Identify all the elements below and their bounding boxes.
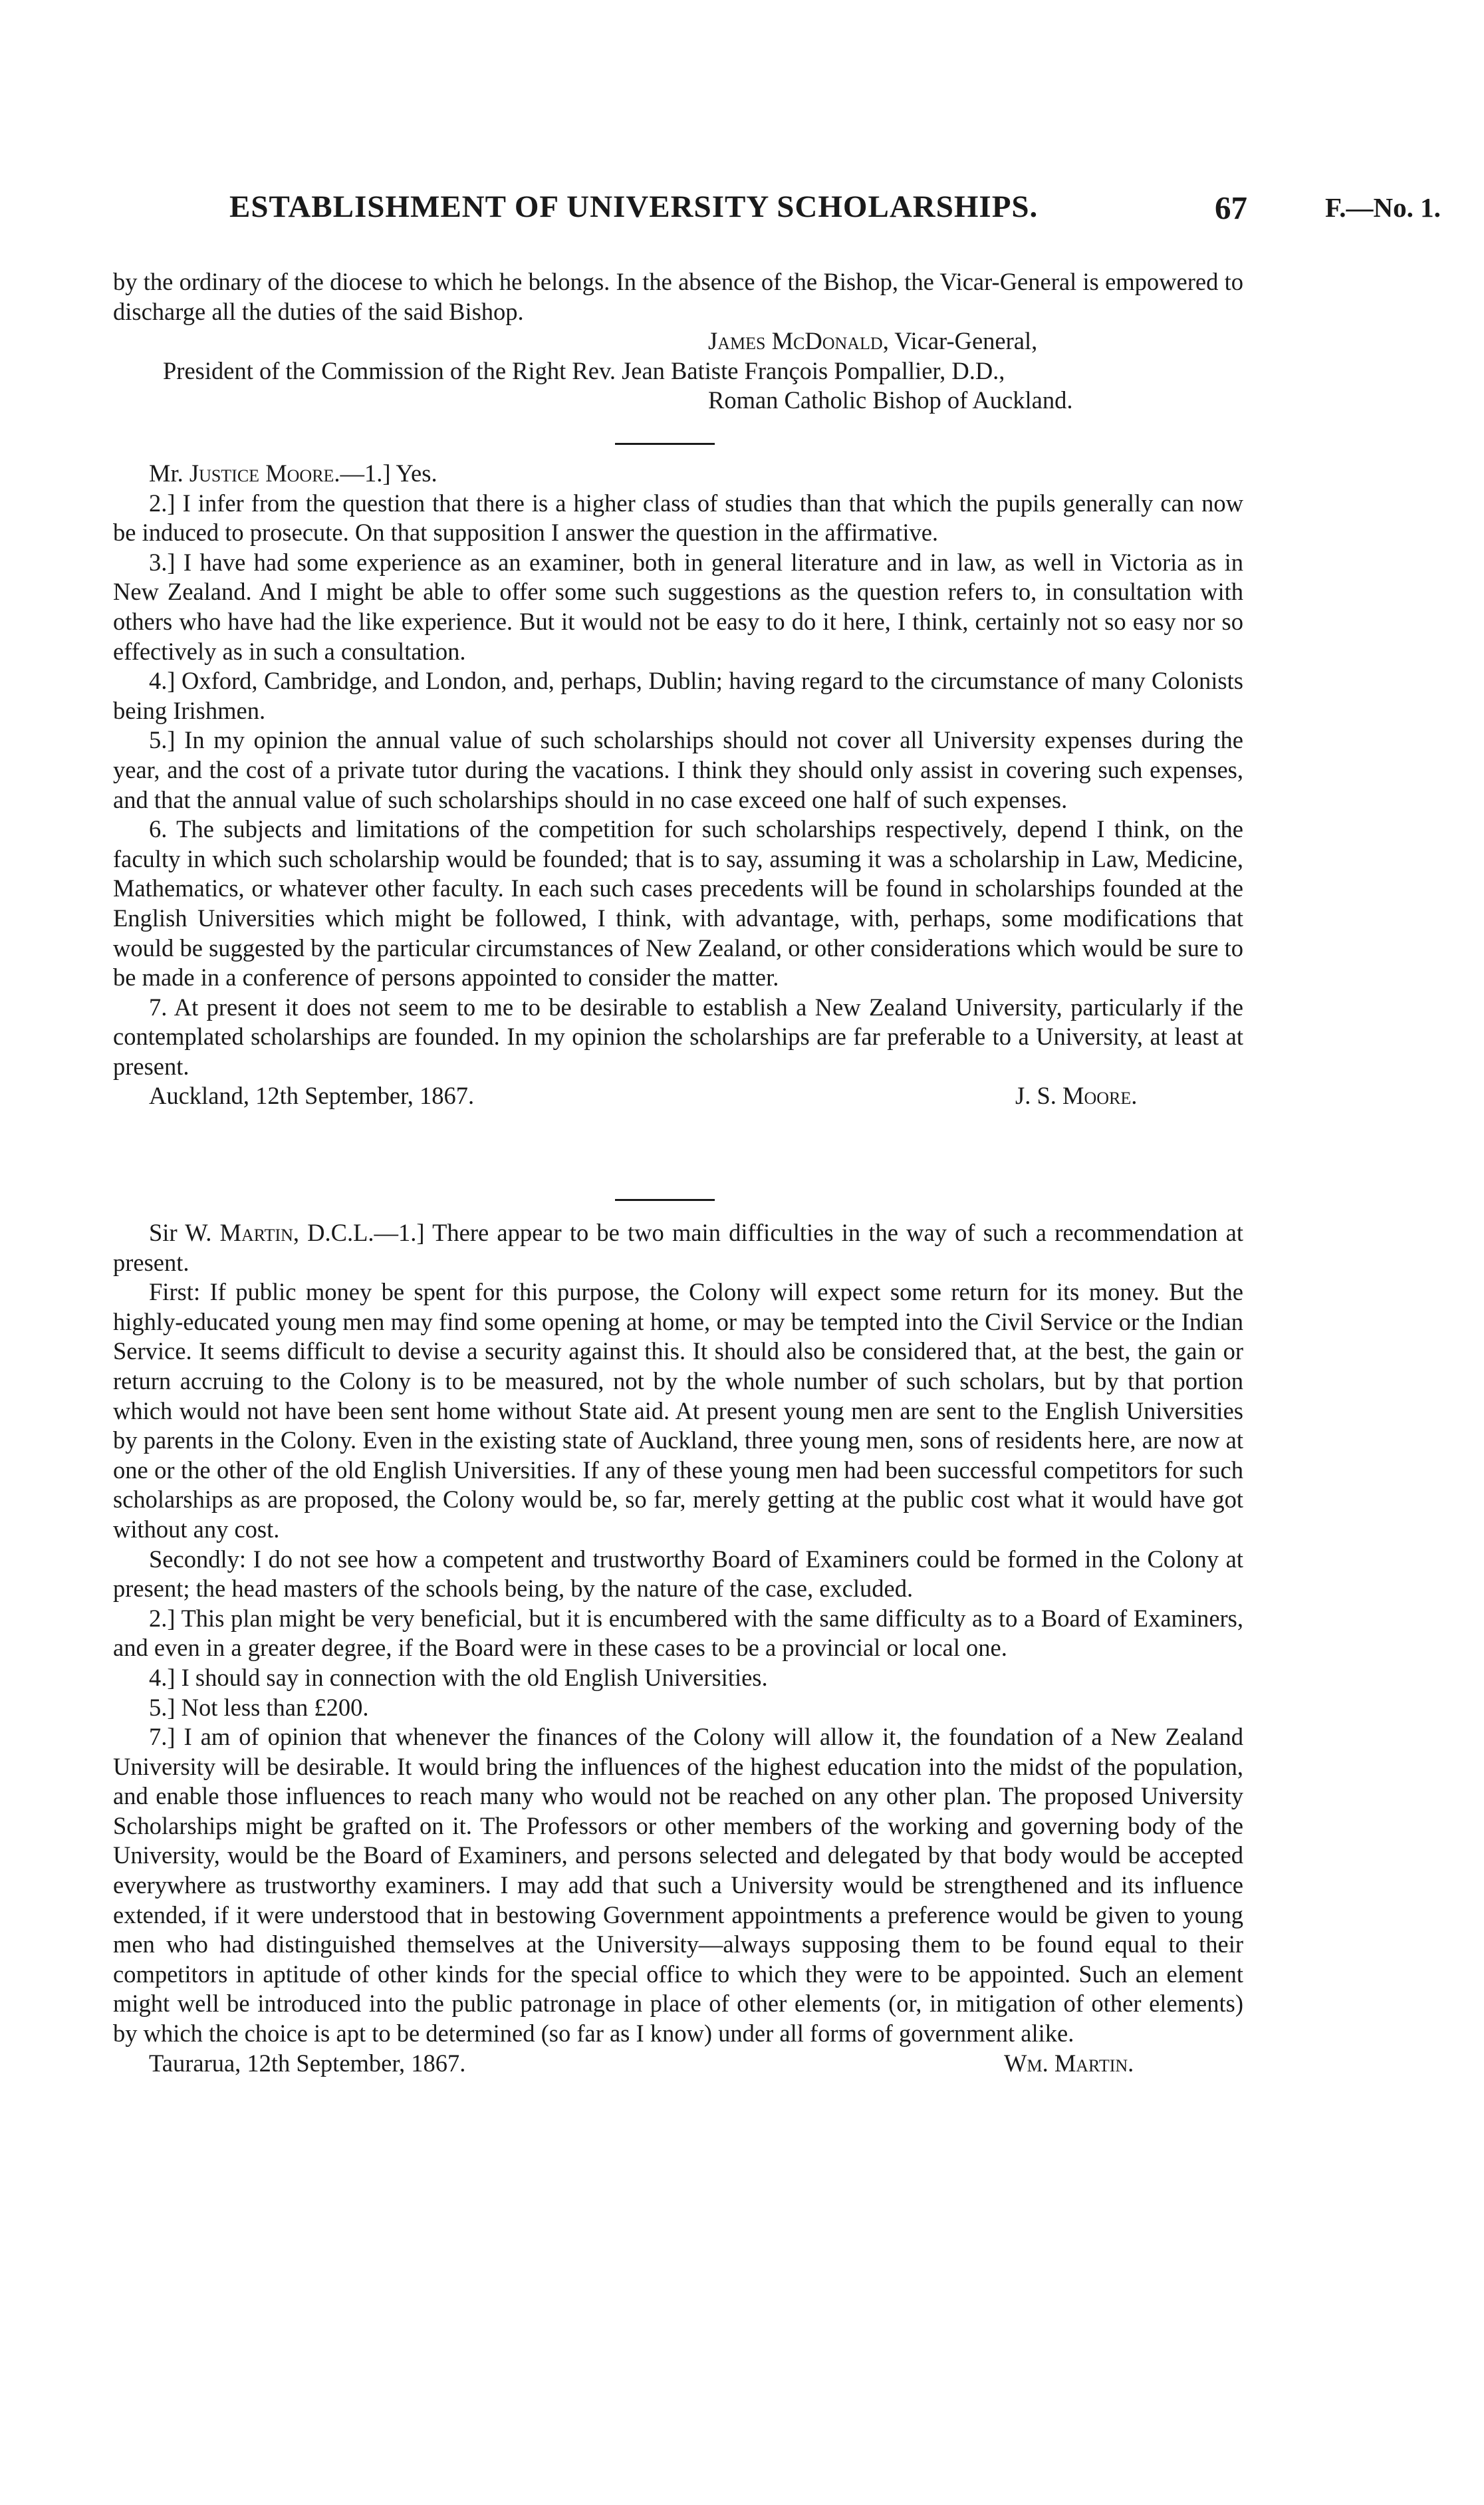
section-divider xyxy=(615,443,715,445)
martin-paragraph: 7.] I am of opinion that whenever the finances of the Colony will allow it, the foundation of a New Zealand University will be desirable. It would bring the influences of the highest education into the midst of the population, and enable those influences to reach many who would not be reached on any other plan. The proposed University Scholarships might be grafted on it. The Professors or other members of the working and governing body of the University, would be the Board of Examiners, and persons selected and delegated by that body would be accepted everywhere as trustworthy examiners. I may add that such a University would be strengthened and its influence extended, if it were understood that in bestowing Government appointments a preference would be given to young men who had distinguished themselves at the University—always supposing them to be found equal to their competitors in aptitude of other kinds for the special office to which they were to be appointed. Such an element might well be introduced into the public patronage in place of other elements (or, in mitigation of other elements) by which the choice is apt to be determined (so far as I know) under all forms of government alike. xyxy=(113,1723,1243,2047)
running-title: ESTABLISHMENT OF UNIVERSITY SCHOLARSHIPS. xyxy=(229,190,1039,224)
mcdonald-bishop-line: Roman Catholic Bishop of Auckland. xyxy=(708,386,1073,414)
mcdonald-title: , Vicar-General, xyxy=(882,327,1038,355)
martin-paragraph: 2.] This plan might be very beneficial, but it is encumbered with the same difficulty as to a Board of Examiners, and even in a greater degree, if the Board were in these cases to be a provincial or local one. xyxy=(113,1604,1243,1662)
moore-section xyxy=(113,459,1243,1111)
martin-place-date: Taurarua, 12th September, 1867. xyxy=(149,2049,466,2077)
martin-intro-text: , D.C.L.—1.] There appear to be two main difficulties in the way of such a recommendation at present. xyxy=(113,1219,1243,1276)
moore-place-date: Auckland, 12th September, 1867. xyxy=(149,1082,475,1110)
martin-intro-paragraph xyxy=(113,1218,1243,1277)
martin-section xyxy=(113,1218,1243,2079)
martin-paragraph: 4.] I should say in connection with the old English Universities. xyxy=(149,1663,768,1691)
moore-intro-paragraph xyxy=(113,459,1243,489)
martin-signature: Wm. Martin. xyxy=(1004,2049,1134,2077)
continuation-section xyxy=(113,267,1243,416)
moore-signature: J. S. Moore. xyxy=(1015,1082,1138,1110)
moore-paragraph: 3.] I have had some experience as an examiner, both in general literature and in law, as well in Victoria as in New Zealand. And I might be able to offer some such suggestions as the question refers to, in consultation with others who have had the like experience. But it would not be easy to do it here, I think, certainly not so easy nor so effectively as in such a consultation. xyxy=(113,548,1243,665)
martin-prefix: Sir W. xyxy=(149,1219,220,1246)
martin-paragraph: 5.] Not less than £200. xyxy=(149,1693,369,1721)
mcdonald-signature-line xyxy=(113,327,1243,356)
document-reference: F.—No. 1. xyxy=(1325,192,1441,223)
martin-paragraph: First: If public money be spent for this purpose, the Colony will expect some return for its money. But the highly-educated young men may find some opening at home, or may be tempted into the Civil Service or the Indian Service. It seems difficult to devise a security against this. It should also be considered that, at the best, the gain or return accruing to the Colony is to be measured, not by the whole number of such scholars, but by that portion which would not have been sent home without State aid. At present young men are sent to the English Universities by parents in the Colony. Even in the existing state of Auckland, three young men, sons of residents here, are now at one or the other of the old English Universities. If any of these young men had been successful competitors for such scholarships as are proposed, the Colony would be, so far, merely getting at the public cost what it would have got without any cost. xyxy=(113,1278,1243,1543)
martin-paragraph: Secondly: I do not see how a competent and trustworthy Board of Examiners could be formed in the Colony at present; the head masters of the schools being, by the nature of the case, excluded. xyxy=(113,1545,1243,1603)
continuation-paragraph: by the ordinary of the diocese to which he belongs. In the absence of the Bishop, the Vicar-General is empowered to discharge all the duties of the said Bishop. xyxy=(113,268,1243,325)
moore-paragraph: 6. The subjects and limitations of the competition for such scholarships respectively, depend I think, on the faculty in which such scholarship would be founded; that is to say, assuming it was a scholarship in Law, Medicine, Mathematics, or whatever other faculty. In each such cases precedents will be found in scholarships founded at the English Universities which might be followed, I think, with advantage, with, perhaps, some modifications that would be suggested by the particular circumstances of New Zealand, or other considerations which would be sure to be made in a conference of persons appointed to consider the matter. xyxy=(113,815,1243,991)
moore-intro-text: .—1.] Yes. xyxy=(334,460,437,487)
running-header xyxy=(0,189,1484,242)
martin-signature-line xyxy=(113,2049,1243,2079)
martin-name: Martin xyxy=(219,1219,293,1246)
moore-paragraph: 5.] In my opinion the annual value of such scholarships should not cover all University expenses during the year, and the cost of a private tutor during the vacations. I think they should only assist in covering such expenses, and that the annual value of such scholarships should in no case exceed one half of such expenses. xyxy=(113,726,1243,813)
moore-signature-line xyxy=(113,1081,1243,1111)
mcdonald-commission-line: President of the Commission of the Right Rev. Jean Batiste François Pompallier, D.D., xyxy=(163,356,1005,384)
moore-prefix: Mr. xyxy=(149,460,189,487)
page-number: 67 xyxy=(1215,190,1247,226)
mcdonald-name: James McDonald xyxy=(708,327,883,355)
section-divider xyxy=(615,1199,715,1201)
moore-paragraph: 7. At present it does not seem to me to be desirable to establish a New Zealand University, particularly if the contemplated scholarships are founded. In my opinion the scholarships are far preferable to a University, at least at present. xyxy=(113,993,1243,1080)
moore-paragraph: 4.] Oxford, Cambridge, and London, and, perhaps, Dublin; having regard to the circumstance of many Colonists being Irishmen. xyxy=(113,667,1243,724)
moore-name: Justice Moore xyxy=(189,460,334,487)
moore-paragraph: 2.] I infer from the question that there is a higher class of studies than that which the pupils generally can now be induced to prosecute. On that supposition I answer the question in the affirmative. xyxy=(113,489,1243,547)
